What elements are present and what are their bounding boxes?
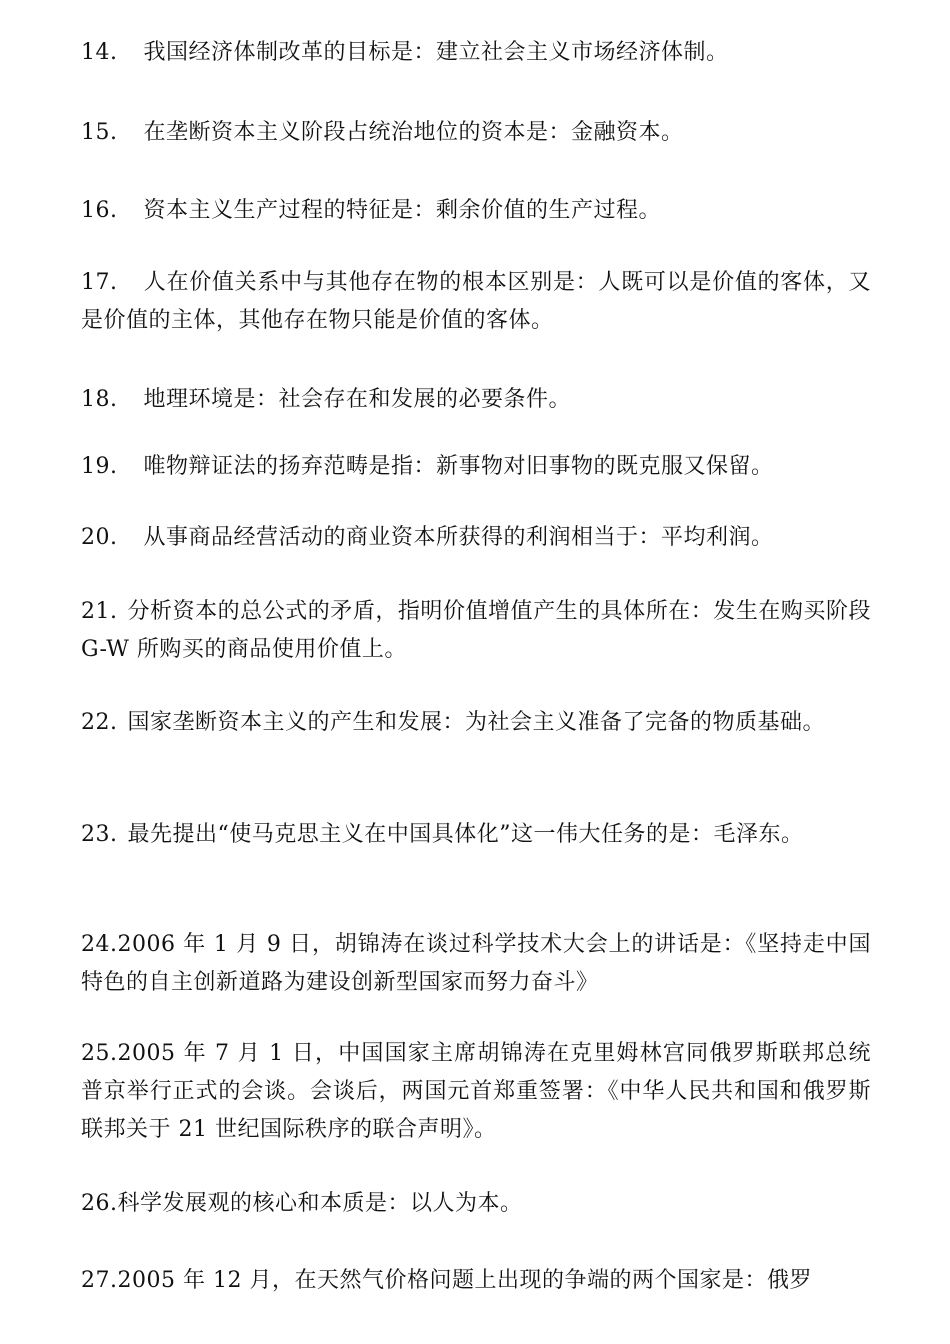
list-item	[81, 519, 871, 557]
list-item	[81, 34, 871, 72]
item-number: 23.	[81, 822, 118, 847]
item-text: 在垄断资本主义阶段占统治地位的资本是：金融资本。	[143, 120, 684, 145]
item-number: 20.	[81, 525, 118, 550]
list-item	[81, 593, 871, 669]
item-text: 科学发展观的核心和本质是：以人为本。	[117, 1191, 523, 1216]
list-item	[81, 1035, 871, 1149]
item-number: 26.	[81, 1191, 118, 1216]
item-number: 14.	[81, 40, 118, 65]
list-item	[81, 192, 871, 230]
item-number: 25.	[81, 1041, 118, 1066]
list-item	[81, 704, 871, 742]
list-item	[81, 816, 871, 854]
list-item	[81, 114, 871, 152]
item-text: 国家垄断资本主义的产生和发展：为社会主义准备了完备的物质基础。	[127, 710, 826, 735]
list-item	[81, 264, 871, 340]
item-text: 最先提出“使马克思主义在中国具体化”这一伟大任务的是：毛泽东。	[127, 822, 804, 847]
item-number: 27.	[81, 1268, 118, 1293]
item-number: 19.	[81, 454, 118, 479]
item-text: 地理环境是：社会存在和发展的必要条件。	[143, 387, 572, 412]
list-item	[81, 448, 871, 486]
item-number: 24.	[81, 932, 118, 957]
item-number: 18.	[81, 387, 118, 412]
item-text: 人在价值关系中与其他存在物的根本区别是：人既可以是价值的客体，又是价值的主体，其他存在物只能是价值的客体。	[81, 270, 871, 333]
item-number: 21.	[81, 599, 118, 624]
item-text: 我国经济体制改革的目标是：建立社会主义市场经济体制。	[143, 40, 729, 65]
item-number: 15.	[81, 120, 118, 145]
item-text: 资本主义生产过程的特征是：剩余价值的生产过程。	[143, 198, 662, 223]
item-text: 从事商品经营活动的商业资本所获得的利润相当于：平均利润。	[143, 525, 774, 550]
list-item	[81, 381, 871, 419]
item-number: 16.	[81, 198, 118, 223]
item-text: 分析资本的总公式的矛盾，指明价值增值产生的具体所在：发生在购买阶段 G-W 所购买的商品使用价值上。	[81, 599, 871, 662]
list-item	[81, 926, 871, 1002]
item-number: 22.	[81, 710, 118, 735]
item-text: 2005 年 7 月 1 日，中国国家主席胡锦涛在克里姆林宫同俄罗斯联邦总统普京举行正式的会谈。会谈后，两国元首郑重签署：《中华人民共和国和俄罗斯联邦关于 21 世纪国际秩序的联合声明》。	[81, 1041, 871, 1142]
list-item	[81, 1185, 871, 1223]
item-number: 17.	[81, 270, 118, 295]
list-item	[81, 1262, 871, 1300]
item-text: 2005 年 12 月，在天然气价格问题上出现的争端的两个国家是：俄罗	[117, 1268, 812, 1293]
item-text: 唯物辩证法的扬弃范畴是指：新事物对旧事物的既克服又保留。	[143, 454, 774, 479]
item-text: 2006 年 1 月 9 日，胡锦涛在谈过科学技术大会上的讲话是：《坚持走中国特色的自主创新道路为建设创新型国家而努力奋斗》	[81, 932, 871, 995]
